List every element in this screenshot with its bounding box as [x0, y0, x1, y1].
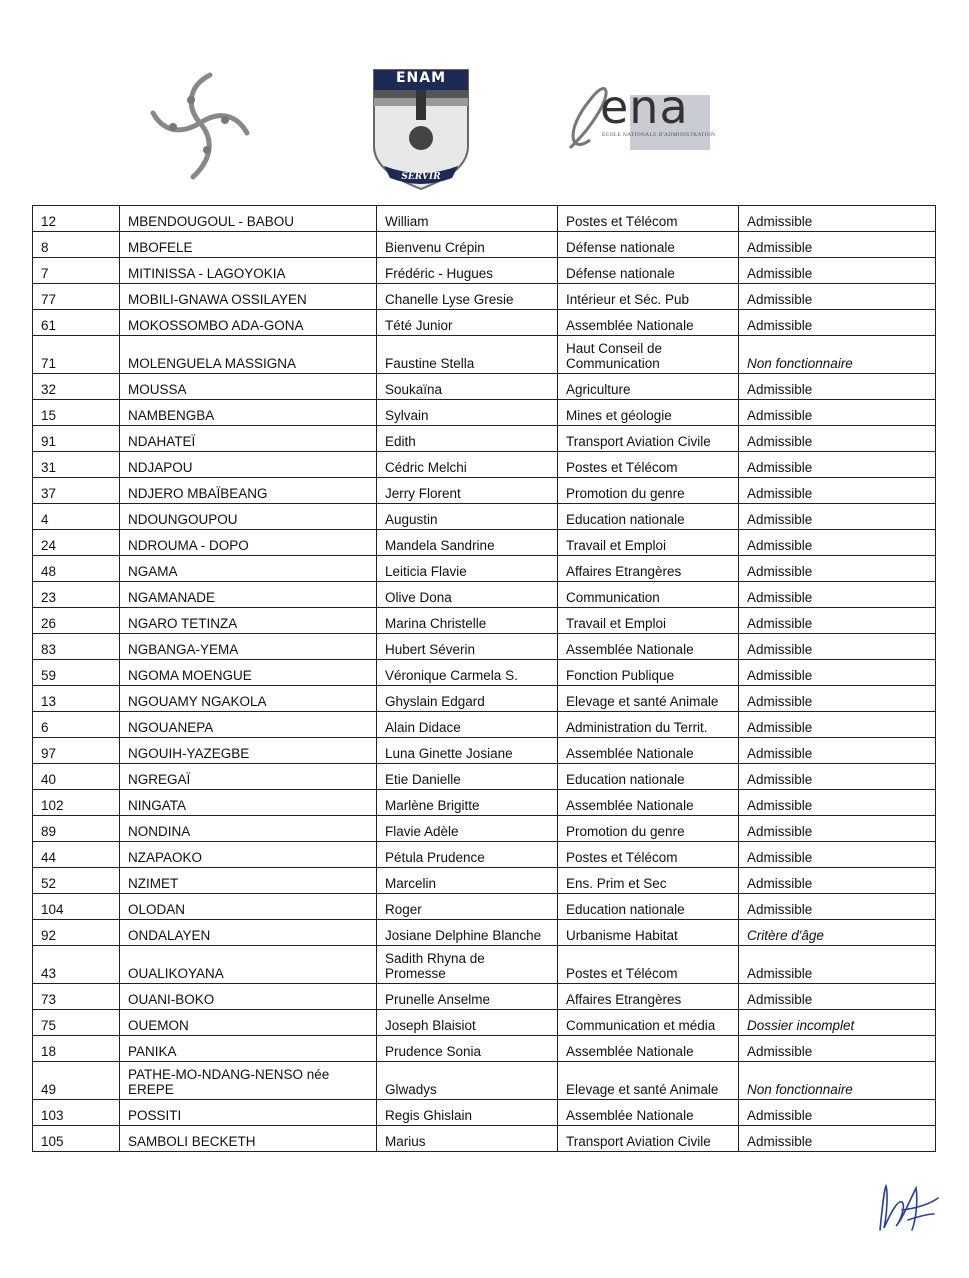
candidate-ministry: Postes et Télécom	[558, 452, 739, 478]
candidate-ministry: Postes et Télécom	[558, 842, 739, 868]
table-row	[33, 582, 936, 608]
candidate-firstname: Leiticia Flavie	[377, 556, 558, 582]
candidate-number: 48	[33, 556, 120, 582]
candidate-firstname: Luna Ginette Josiane	[377, 738, 558, 764]
swirl-emblem-icon	[145, 65, 255, 190]
logo-header	[0, 0, 969, 200]
table-row	[33, 894, 936, 920]
candidate-firstname: Flavie Adèle	[377, 816, 558, 842]
candidate-surname: NAMBENGBA	[120, 400, 377, 426]
candidate-number: 92	[33, 920, 120, 946]
candidate-firstname: Regis Ghislain	[377, 1100, 558, 1126]
table-row	[33, 1062, 936, 1100]
candidate-number: 91	[33, 426, 120, 452]
candidate-ministry: Assemblée Nationale	[558, 790, 739, 816]
candidate-firstname: Véronique Carmela S.	[377, 660, 558, 686]
candidate-result: Admissible	[739, 478, 936, 504]
candidate-firstname: Edith	[377, 426, 558, 452]
table-row	[33, 206, 936, 232]
candidate-firstname: Olive Dona	[377, 582, 558, 608]
candidate-firstname: Jerry Florent	[377, 478, 558, 504]
table-row	[33, 232, 936, 258]
candidate-surname: MBENDOUGOUL - BABOU	[120, 206, 377, 232]
candidate-number: 44	[33, 842, 120, 868]
candidate-number: 103	[33, 1100, 120, 1126]
table-row	[33, 1126, 936, 1152]
table-row	[33, 712, 936, 738]
candidate-result: Admissible	[739, 504, 936, 530]
candidate-surname: NGARO TETINZA	[120, 608, 377, 634]
table-row	[33, 310, 936, 336]
candidate-number: 73	[33, 984, 120, 1010]
candidate-surname: NGOUANEPA	[120, 712, 377, 738]
candidate-result: Admissible	[739, 206, 936, 232]
candidate-number: 23	[33, 582, 120, 608]
candidate-firstname: Marlène Brigitte	[377, 790, 558, 816]
table-row	[33, 336, 936, 374]
candidate-surname: NGOUIH-YAZEGBE	[120, 738, 377, 764]
candidate-firstname: Prudence Sonia	[377, 1036, 558, 1062]
ena-logo	[560, 70, 750, 160]
candidate-surname: NZIMET	[120, 868, 377, 894]
candidate-ministry: Transport Aviation Civile	[558, 426, 739, 452]
candidate-ministry: Postes et Télécom	[558, 946, 739, 984]
candidate-firstname: Frédéric - Hugues	[377, 258, 558, 284]
candidate-ministry: Mines et géologie	[558, 400, 739, 426]
candidate-result: Admissible	[739, 790, 936, 816]
candidate-firstname: Prunelle Anselme	[377, 984, 558, 1010]
table-row	[33, 1036, 936, 1062]
candidate-result: Admissible	[739, 738, 936, 764]
candidate-surname: NINGATA	[120, 790, 377, 816]
candidate-ministry: Ens. Prim et Sec	[558, 868, 739, 894]
candidate-firstname: William	[377, 206, 558, 232]
candidate-number: 13	[33, 686, 120, 712]
candidate-firstname: Josiane Delphine Blanche	[377, 920, 558, 946]
candidate-surname: NGAMA	[120, 556, 377, 582]
candidate-ministry: Assemblée Nationale	[558, 1100, 739, 1126]
candidate-number: 26	[33, 608, 120, 634]
candidate-result: Admissible	[739, 400, 936, 426]
table-row	[33, 530, 936, 556]
candidate-result: Admissible	[739, 1036, 936, 1062]
table-row	[33, 842, 936, 868]
candidate-firstname: Sadith Rhyna de Promesse	[377, 946, 558, 984]
candidate-number: 12	[33, 206, 120, 232]
candidate-result: Admissible	[739, 582, 936, 608]
candidate-firstname: Alain Didace	[377, 712, 558, 738]
candidate-number: 77	[33, 284, 120, 310]
candidate-surname: MITINISSA - LAGOYOKIA	[120, 258, 377, 284]
candidate-number: 15	[33, 400, 120, 426]
candidate-surname: OUANI-BOKO	[120, 984, 377, 1010]
candidate-result: Admissible	[739, 284, 936, 310]
candidate-surname: NGOMA MOENGUE	[120, 660, 377, 686]
table-row	[33, 556, 936, 582]
candidate-result: Admissible	[739, 310, 936, 336]
candidate-ministry: Travail et Emploi	[558, 608, 739, 634]
candidate-firstname: Hubert Séverin	[377, 634, 558, 660]
candidate-number: 7	[33, 258, 120, 284]
candidate-number: 49	[33, 1062, 120, 1100]
candidate-firstname: Tété Junior	[377, 310, 558, 336]
candidate-ministry: Administration du Territ.	[558, 712, 739, 738]
candidate-ministry: Promotion du genre	[558, 478, 739, 504]
candidate-ministry: Défense nationale	[558, 232, 739, 258]
candidate-result: Admissible	[739, 426, 936, 452]
candidate-number: 31	[33, 452, 120, 478]
candidate-number: 102	[33, 790, 120, 816]
candidate-ministry: Agriculture	[558, 374, 739, 400]
candidate-surname: NGBANGA-YEMA	[120, 634, 377, 660]
candidate-number: 75	[33, 1010, 120, 1036]
candidate-firstname: Marius	[377, 1126, 558, 1152]
candidate-surname: NDOUNGOUPOU	[120, 504, 377, 530]
candidate-ministry: Haut Conseil de Communication	[558, 336, 739, 374]
candidate-number: 61	[33, 310, 120, 336]
candidate-result: Admissible	[739, 634, 936, 660]
table-row	[33, 634, 936, 660]
candidate-firstname: Chanelle Lyse Gresie	[377, 284, 558, 310]
candidate-number: 105	[33, 1126, 120, 1152]
candidate-ministry: Assemblée Nationale	[558, 310, 739, 336]
candidate-ministry: Affaires Etrangères	[558, 556, 739, 582]
candidate-result: Admissible	[739, 842, 936, 868]
candidate-result: Admissible	[739, 712, 936, 738]
candidate-ministry: Assemblée Nationale	[558, 1036, 739, 1062]
table-row	[33, 920, 936, 946]
candidate-result: Non fonctionnaire	[739, 1062, 936, 1100]
candidate-firstname: Mandela Sandrine	[377, 530, 558, 556]
candidate-number: 52	[33, 868, 120, 894]
candidate-result: Non fonctionnaire	[739, 336, 936, 374]
candidate-number: 6	[33, 712, 120, 738]
candidate-surname: PANIKA	[120, 1036, 377, 1062]
candidate-surname: PATHE-MO-NDANG-NENSO née EREPE	[120, 1062, 377, 1100]
candidate-number: 40	[33, 764, 120, 790]
candidate-firstname: Augustin	[377, 504, 558, 530]
candidate-number: 24	[33, 530, 120, 556]
candidate-number: 4	[33, 504, 120, 530]
candidate-surname: NGAMANADE	[120, 582, 377, 608]
ena-word: ena	[600, 80, 689, 134]
candidate-surname: MOBILI-GNAWA OSSILAYEN	[120, 284, 377, 310]
candidate-firstname: Pétula Prudence	[377, 842, 558, 868]
table-row	[33, 478, 936, 504]
table-row	[33, 660, 936, 686]
table-row	[33, 426, 936, 452]
handwritten-signature-icon	[872, 1180, 942, 1235]
candidate-result: Admissible	[739, 660, 936, 686]
table-row	[33, 1010, 936, 1036]
candidate-result: Admissible	[739, 608, 936, 634]
candidate-ministry: Education nationale	[558, 764, 739, 790]
candidate-surname: SAMBOLI BECKETH	[120, 1126, 377, 1152]
candidate-surname: OUEMON	[120, 1010, 377, 1036]
candidate-ministry: Intérieur et Séc. Pub	[558, 284, 739, 310]
candidate-ministry: Education nationale	[558, 894, 739, 920]
table-row	[33, 504, 936, 530]
candidate-ministry: Promotion du genre	[558, 816, 739, 842]
candidate-number: 43	[33, 946, 120, 984]
candidate-number: 8	[33, 232, 120, 258]
candidate-result: Dossier incomplet	[739, 1010, 936, 1036]
table-row	[33, 764, 936, 790]
candidate-result: Admissible	[739, 946, 936, 984]
enam-title: ENAM	[395, 70, 447, 86]
candidate-surname: NGOUAMY NGAKOLA	[120, 686, 377, 712]
candidate-firstname: Soukaïna	[377, 374, 558, 400]
candidate-surname: MOKOSSOMBO ADA-GONA	[120, 310, 377, 336]
candidate-number: 89	[33, 816, 120, 842]
candidate-ministry: Travail et Emploi	[558, 530, 739, 556]
candidate-number: 97	[33, 738, 120, 764]
candidate-number: 18	[33, 1036, 120, 1062]
table-row	[33, 1100, 936, 1126]
candidate-firstname: Marina Christelle	[377, 608, 558, 634]
table-row	[33, 400, 936, 426]
candidate-ministry: Elevage et santé Animale	[558, 1062, 739, 1100]
table-row	[33, 374, 936, 400]
candidate-result: Admissible	[739, 374, 936, 400]
table-row	[33, 790, 936, 816]
candidate-surname: NZAPAOKO	[120, 842, 377, 868]
candidate-surname: NONDINA	[120, 816, 377, 842]
candidate-number: 83	[33, 634, 120, 660]
table-row	[33, 816, 936, 842]
table-row	[33, 452, 936, 478]
table-row	[33, 868, 936, 894]
candidate-surname: MOLENGUELA MASSIGNA	[120, 336, 377, 374]
candidate-result: Admissible	[739, 1126, 936, 1152]
candidate-firstname: Roger	[377, 894, 558, 920]
candidate-number: 104	[33, 894, 120, 920]
candidate-ministry: Communication	[558, 582, 739, 608]
candidate-firstname: Joseph Blaisiot	[377, 1010, 558, 1036]
candidate-surname: ONDALAYEN	[120, 920, 377, 946]
candidate-number: 32	[33, 374, 120, 400]
enam-motto: SERVIR	[401, 172, 441, 182]
candidate-ministry: Elevage et santé Animale	[558, 686, 739, 712]
table-row	[33, 738, 936, 764]
candidate-firstname: Marcelin	[377, 868, 558, 894]
candidate-result: Admissible	[739, 258, 936, 284]
candidate-firstname: Sylvain	[377, 400, 558, 426]
candidate-firstname: Etie Danielle	[377, 764, 558, 790]
candidate-surname: OUALIKOYANA	[120, 946, 377, 984]
enam-logo	[372, 68, 470, 191]
candidate-firstname: Glwadys	[377, 1062, 558, 1100]
table-row	[33, 258, 936, 284]
candidate-surname: MOUSSA	[120, 374, 377, 400]
candidate-number: 59	[33, 660, 120, 686]
candidate-number: 71	[33, 336, 120, 374]
candidate-result: Admissible	[739, 1100, 936, 1126]
table-row	[33, 984, 936, 1010]
candidate-result: Admissible	[739, 232, 936, 258]
candidate-surname: MBOFELE	[120, 232, 377, 258]
candidate-result: Admissible	[739, 452, 936, 478]
candidate-result: Admissible	[739, 556, 936, 582]
candidate-firstname: Cédric Melchi	[377, 452, 558, 478]
candidate-result: Admissible	[739, 530, 936, 556]
candidate-surname: NDROUMA - DOPO	[120, 530, 377, 556]
candidate-ministry: Assemblée Nationale	[558, 738, 739, 764]
candidates-table-body	[33, 206, 936, 1152]
candidate-ministry: Affaires Etrangères	[558, 984, 739, 1010]
table-row	[33, 946, 936, 984]
candidate-result: Admissible	[739, 816, 936, 842]
candidate-ministry: Education nationale	[558, 504, 739, 530]
candidate-result: Admissible	[739, 894, 936, 920]
candidate-number: 37	[33, 478, 120, 504]
candidate-ministry: Urbanisme Habitat	[558, 920, 739, 946]
candidate-surname: OLODAN	[120, 894, 377, 920]
candidate-ministry: Fonction Publique	[558, 660, 739, 686]
candidate-surname: NDJAPOU	[120, 452, 377, 478]
candidate-ministry: Postes et Télécom	[558, 206, 739, 232]
candidate-result: Admissible	[739, 984, 936, 1010]
candidate-surname: POSSITI	[120, 1100, 377, 1126]
table-row	[33, 608, 936, 634]
candidate-firstname: Faustine Stella	[377, 336, 558, 374]
table-row	[33, 686, 936, 712]
candidate-ministry: Défense nationale	[558, 258, 739, 284]
candidate-ministry: Assemblée Nationale	[558, 634, 739, 660]
candidate-firstname: Ghyslain Edgard	[377, 686, 558, 712]
candidate-result: Critère d'âge	[739, 920, 936, 946]
candidate-result: Admissible	[739, 868, 936, 894]
table-row	[33, 284, 936, 310]
candidate-ministry: Communication et média	[558, 1010, 739, 1036]
candidate-ministry: Transport Aviation Civile	[558, 1126, 739, 1152]
candidate-surname: NDJERO MBAÏBEANG	[120, 478, 377, 504]
candidates-table	[32, 205, 936, 1152]
ena-subtitle: ÉCOLE NATIONALE D'ADMINISTRATION	[602, 132, 716, 138]
candidate-surname: NDAHATEÏ	[120, 426, 377, 452]
candidate-result: Admissible	[739, 686, 936, 712]
candidate-result: Admissible	[739, 764, 936, 790]
candidate-firstname: Bienvenu Crépin	[377, 232, 558, 258]
candidate-surname: NGREGAÏ	[120, 764, 377, 790]
